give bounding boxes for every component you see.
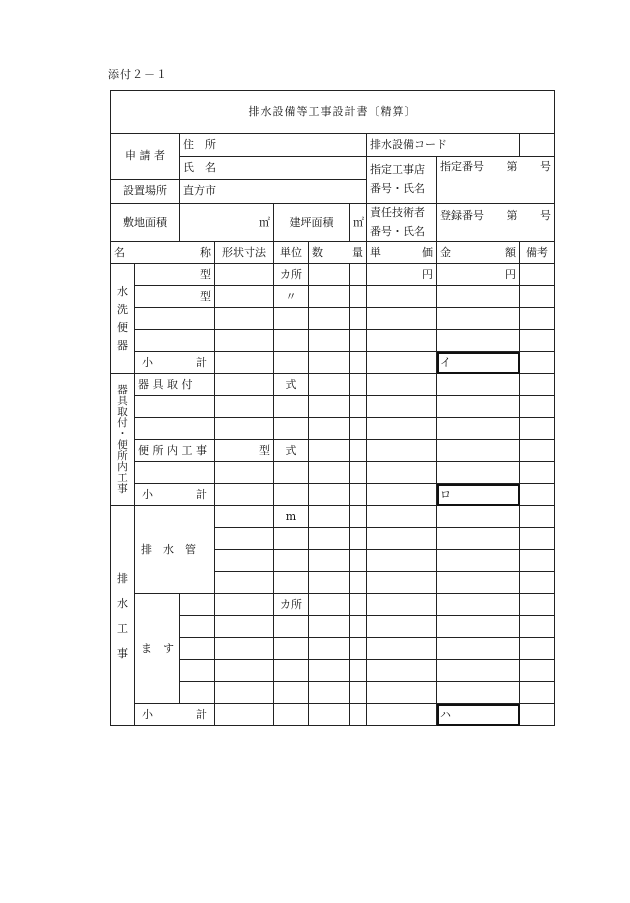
cell[interactable] <box>309 286 350 308</box>
cell[interactable] <box>520 462 555 484</box>
subtotal-ha-field[interactable]: ハ <box>437 704 520 726</box>
designated-number-field[interactable] <box>437 157 555 204</box>
cell[interactable] <box>367 528 437 550</box>
table-row <box>111 374 555 396</box>
cell[interactable] <box>215 704 274 726</box>
cell[interactable] <box>180 660 215 682</box>
site-area-unit: ㎡ <box>259 215 270 229</box>
toilet-type-1[interactable]: 型 <box>135 264 215 286</box>
cell[interactable] <box>215 616 274 638</box>
cell[interactable] <box>309 374 350 396</box>
cell[interactable] <box>274 484 309 506</box>
registration-number-field[interactable] <box>437 204 555 242</box>
cell[interactable] <box>437 308 520 330</box>
column-remarks: 備考 <box>520 242 555 264</box>
registration-number-label: 登録番号 <box>440 209 484 222</box>
cell[interactable] <box>274 638 309 660</box>
cell[interactable] <box>215 572 274 594</box>
cell[interactable] <box>367 330 437 352</box>
cell[interactable] <box>180 682 215 704</box>
cell[interactable] <box>350 506 367 528</box>
cell[interactable] <box>309 704 350 726</box>
cell[interactable] <box>215 594 274 616</box>
designated-contractor-label: 指定工事店 番号・氏名 <box>367 157 437 204</box>
address-label: 住 所 <box>183 137 216 151</box>
cell[interactable] <box>520 264 555 286</box>
cell[interactable] <box>520 440 555 462</box>
toilet-amount-unit: 円 <box>437 264 520 286</box>
designated-number-label: 指定番号 <box>440 160 484 173</box>
subtotal-i-field[interactable]: イ <box>437 352 520 374</box>
registration-number-prefix: 第 <box>506 209 518 222</box>
cell[interactable] <box>520 616 555 638</box>
table-row <box>111 330 555 352</box>
cell[interactable] <box>274 462 309 484</box>
cell[interactable] <box>520 528 555 550</box>
form-title: 排水設備等工事設計書〔精算〕 <box>111 91 555 134</box>
cell[interactable] <box>309 506 350 528</box>
cell[interactable] <box>309 660 350 682</box>
cell[interactable] <box>437 682 520 704</box>
cell[interactable] <box>215 330 274 352</box>
table-row <box>111 286 555 308</box>
cell[interactable] <box>350 330 367 352</box>
cell[interactable] <box>350 594 367 616</box>
toilet-section-label: 水 洗 便 器 <box>111 264 135 374</box>
cell[interactable] <box>437 374 520 396</box>
column-name: 名 称 <box>111 242 215 264</box>
site-area-field[interactable] <box>180 204 274 242</box>
cell[interactable] <box>274 330 309 352</box>
cell[interactable] <box>367 462 437 484</box>
responsible-engineer-label: 責任技術者 番号・氏名 <box>367 204 437 242</box>
applicant-label: 申 請 者 <box>111 134 180 180</box>
cell[interactable] <box>135 330 215 352</box>
cell[interactable] <box>215 462 274 484</box>
name-label: 氏 名 <box>183 160 216 174</box>
cell[interactable] <box>215 638 274 660</box>
fixture-install-label: 器 具 取 付 <box>135 374 215 396</box>
cell[interactable] <box>215 308 274 330</box>
cell[interactable] <box>520 638 555 660</box>
cell[interactable] <box>350 484 367 506</box>
cell[interactable] <box>350 704 367 726</box>
cell[interactable] <box>180 594 215 616</box>
table-row <box>111 308 555 330</box>
cell[interactable] <box>309 550 350 572</box>
cell[interactable] <box>180 638 215 660</box>
toilet-unit-1: カ所 <box>274 264 309 286</box>
cell[interactable] <box>350 286 367 308</box>
cell[interactable] <box>309 440 350 462</box>
toilet-price-unit: 円 <box>367 264 437 286</box>
table-row <box>111 264 555 286</box>
cell[interactable] <box>367 682 437 704</box>
cell[interactable] <box>274 418 309 440</box>
column-shape: 形状寸法 <box>215 242 274 264</box>
cell[interactable] <box>350 660 367 682</box>
designated-number-prefix: 第 <box>506 160 518 173</box>
cell[interactable] <box>520 374 555 396</box>
cell[interactable] <box>215 682 274 704</box>
cell[interactable] <box>367 594 437 616</box>
drainage-section-label: 排 水 工 事 <box>111 506 135 726</box>
drain-pipe-unit: m <box>274 506 309 528</box>
cell[interactable] <box>274 704 309 726</box>
cell[interactable] <box>367 286 437 308</box>
cell[interactable] <box>367 352 437 374</box>
applicant-address-field[interactable] <box>180 134 367 157</box>
cell[interactable] <box>309 528 350 550</box>
cell[interactable] <box>520 572 555 594</box>
cell[interactable] <box>520 308 555 330</box>
cell[interactable] <box>520 396 555 418</box>
toilet-interior-type[interactable]: 型 <box>215 440 274 462</box>
cell[interactable] <box>350 550 367 572</box>
cell[interactable] <box>367 638 437 660</box>
cell[interactable] <box>437 330 520 352</box>
column-quantity: 数 量 <box>309 242 367 264</box>
attachment-label: 添付２－１ <box>108 68 168 81</box>
cell[interactable] <box>215 550 274 572</box>
cell[interactable] <box>309 264 350 286</box>
cell[interactable] <box>520 352 555 374</box>
cell[interactable] <box>350 440 367 462</box>
cell[interactable] <box>520 660 555 682</box>
table-row <box>111 506 555 528</box>
toilet-interior-work-label: 便 所 内 工 事 <box>135 440 215 462</box>
cell[interactable] <box>274 396 309 418</box>
cell[interactable] <box>520 330 555 352</box>
cell[interactable] <box>520 506 555 528</box>
applicant-name-field[interactable] <box>180 157 367 180</box>
cell[interactable] <box>350 396 367 418</box>
cell[interactable] <box>437 396 520 418</box>
cell[interactable] <box>309 484 350 506</box>
cell[interactable] <box>350 682 367 704</box>
building-area-label: 建坪面積 <box>274 204 350 242</box>
cell[interactable] <box>520 704 555 726</box>
cell[interactable] <box>520 484 555 506</box>
cell[interactable] <box>309 682 350 704</box>
cell[interactable] <box>309 572 350 594</box>
designated-number-suffix: 号 <box>540 160 551 173</box>
cell[interactable] <box>437 616 520 638</box>
cell[interactable] <box>520 682 555 704</box>
drainage-code-field[interactable] <box>520 134 555 157</box>
cell[interactable] <box>367 550 437 572</box>
cell[interactable] <box>309 352 350 374</box>
cell[interactable] <box>437 418 520 440</box>
cell[interactable] <box>215 528 274 550</box>
cell[interactable] <box>350 418 367 440</box>
design-sheet <box>110 90 555 726</box>
cell[interactable] <box>367 308 437 330</box>
cell[interactable] <box>350 616 367 638</box>
location-value: 直方市 <box>180 180 367 204</box>
site-area-label: 敷地面積 <box>111 204 180 242</box>
drainage-code-label: 排水設備コード <box>367 134 520 157</box>
cell[interactable] <box>274 682 309 704</box>
cell[interactable] <box>309 396 350 418</box>
cell[interactable] <box>215 484 274 506</box>
cell[interactable] <box>520 286 555 308</box>
cell[interactable] <box>350 638 367 660</box>
cell[interactable] <box>520 550 555 572</box>
cell[interactable] <box>215 418 274 440</box>
column-unit: 単位 <box>274 242 309 264</box>
fixture-section-label: 器 具 取 付 ・ 便 所 内 工 事 <box>111 374 135 506</box>
cell[interactable] <box>437 660 520 682</box>
building-area-field[interactable] <box>350 204 367 242</box>
cell[interactable] <box>367 704 437 726</box>
cell[interactable] <box>350 462 367 484</box>
cell[interactable] <box>350 572 367 594</box>
cell[interactable] <box>215 264 274 286</box>
cell[interactable] <box>367 440 437 462</box>
building-area-unit: ㎡ <box>353 215 364 229</box>
cell[interactable] <box>215 396 274 418</box>
cell[interactable] <box>309 638 350 660</box>
cell[interactable] <box>274 352 309 374</box>
cell[interactable] <box>367 660 437 682</box>
cell[interactable] <box>215 352 274 374</box>
cell[interactable] <box>367 572 437 594</box>
table-row <box>111 462 555 484</box>
subtotal-row <box>111 352 555 374</box>
toilet-unit-2: 〃 <box>274 286 309 308</box>
cell[interactable] <box>309 462 350 484</box>
subtotal-row <box>111 704 555 726</box>
cell[interactable] <box>309 594 350 616</box>
cell[interactable] <box>437 440 520 462</box>
design-form-table <box>110 90 555 726</box>
cell[interactable] <box>135 308 215 330</box>
cell[interactable] <box>367 506 437 528</box>
table-row <box>111 594 555 616</box>
cell[interactable] <box>520 418 555 440</box>
cell[interactable] <box>367 484 437 506</box>
cell[interactable] <box>274 550 309 572</box>
cell[interactable] <box>135 396 215 418</box>
table-row <box>111 440 555 462</box>
cell[interactable] <box>350 264 367 286</box>
cell[interactable] <box>215 374 274 396</box>
cell[interactable] <box>437 528 520 550</box>
subtotal-ro-field[interactable]: ロ <box>437 484 520 506</box>
cell[interactable] <box>437 638 520 660</box>
cell[interactable] <box>437 286 520 308</box>
cell[interactable] <box>309 616 350 638</box>
cell[interactable] <box>135 462 215 484</box>
cell[interactable] <box>215 660 274 682</box>
cell[interactable] <box>309 330 350 352</box>
cell[interactable] <box>274 528 309 550</box>
registration-number-suffix: 号 <box>540 209 551 222</box>
basin-label: ま す <box>135 594 180 704</box>
drainage-subtotal-label: 小 計 <box>135 704 215 726</box>
basin-unit: カ所 <box>274 594 309 616</box>
column-amount: 金 額 <box>437 242 520 264</box>
cell[interactable] <box>367 616 437 638</box>
cell[interactable] <box>520 594 555 616</box>
cell[interactable] <box>274 308 309 330</box>
cell[interactable] <box>437 594 520 616</box>
cell[interactable] <box>309 418 350 440</box>
cell[interactable] <box>350 352 367 374</box>
cell[interactable] <box>274 616 309 638</box>
cell[interactable] <box>309 308 350 330</box>
location-label: 設置場所 <box>111 180 180 204</box>
cell[interactable] <box>437 462 520 484</box>
cell[interactable] <box>350 374 367 396</box>
fixture-install-unit: 式 <box>274 374 309 396</box>
cell[interactable] <box>135 418 215 440</box>
cell[interactable] <box>215 506 274 528</box>
cell[interactable] <box>437 550 520 572</box>
cell[interactable] <box>215 286 274 308</box>
cell[interactable] <box>437 506 520 528</box>
table-row <box>111 396 555 418</box>
cell[interactable] <box>350 308 367 330</box>
column-header-row <box>111 242 555 264</box>
cell[interactable] <box>350 528 367 550</box>
toilet-subtotal-label: 小 計 <box>135 352 215 374</box>
table-row <box>111 418 555 440</box>
subtotal-row <box>111 484 555 506</box>
cell[interactable] <box>180 616 215 638</box>
fixture-subtotal-label: 小 計 <box>135 484 215 506</box>
toilet-type-2[interactable]: 型 <box>135 286 215 308</box>
cell[interactable] <box>367 374 437 396</box>
cell[interactable] <box>274 572 309 594</box>
cell[interactable] <box>437 572 520 594</box>
drain-pipe-label: 排 水 管 <box>135 506 215 594</box>
column-unit-price: 単 価 <box>367 242 437 264</box>
cell[interactable] <box>274 660 309 682</box>
cell[interactable] <box>367 418 437 440</box>
toilet-interior-unit: 式 <box>274 440 309 462</box>
cell[interactable] <box>367 396 437 418</box>
